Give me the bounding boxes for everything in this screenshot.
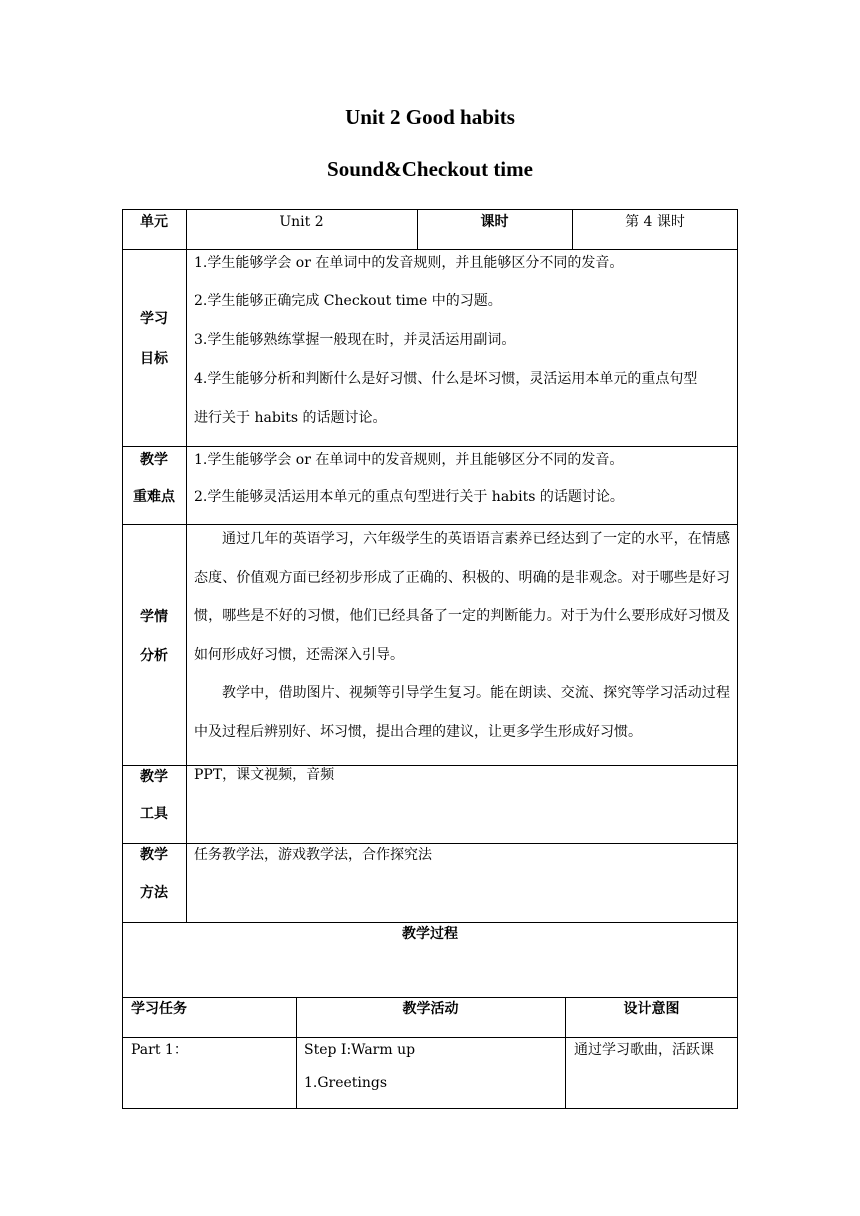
document-title: Unit 2 Good habits (345, 105, 515, 129)
analysis-label: 分析 (140, 648, 168, 664)
methods-label: 教学 (140, 847, 168, 863)
unit-value: Unit 2 (279, 214, 324, 230)
analysis-label: 学情 (140, 609, 168, 625)
activity-column-header: 教学活动 (402, 1001, 459, 1017)
row-divider (122, 765, 738, 766)
document-subtitle: Sound&Checkout time (327, 157, 533, 181)
task-column-header: 学习任务 (131, 1001, 187, 1017)
key-points-label: 教学 (140, 452, 168, 468)
analysis-paragraph: 教学中，借助图片、视频等引导学生复习。能在朗读、交流、探究等学习活动过程中及过程后辨别好、坏习惯，提出合理的建议，让更多学生形成好习惯。 (194, 685, 730, 740)
analysis-paragraph: 通过几年的英语学习，六年级学生的英语语言素养已经达到了一定的水平，在情感态度、价值观方面已经初步形成了正确的、积极的、明确的是非观念。对于哪些是好习惯，哪些是不好的习惯，他们已经具备了一定的判断能力。对于为什么要形成好习惯及如何形成好习惯，还需深入引导。 (194, 531, 730, 663)
period-label: 课时 (480, 214, 509, 230)
row-divider (122, 843, 738, 844)
row-divider (122, 249, 738, 250)
tools-label: 教学 (140, 769, 168, 785)
key-point-item: 2.学生能够灵活运用本单元的重点句型进行关于 habits 的话题讨论。 (194, 489, 624, 505)
methods-value: 任务教学法，游戏教学法，合作探究法 (194, 847, 432, 863)
key-points-label: 重难点 (133, 489, 175, 505)
goal-item: 2.学生能够正确完成 Checkout time 中的习题。 (194, 293, 502, 309)
methods-label: 方法 (140, 885, 168, 901)
task-cell: Part 1： (131, 1042, 188, 1058)
column-divider (186, 209, 187, 922)
activity-cell: 1.Greetings (304, 1075, 388, 1091)
row-divider (122, 1037, 738, 1038)
period-value: 第 4 课时 (625, 214, 685, 230)
tools-value: PPT，课文视频，音频 (194, 767, 335, 783)
row-divider (122, 922, 738, 923)
row-divider (122, 997, 738, 998)
goal-item: 进行关于 habits 的话题讨论。 (194, 410, 387, 426)
activity-cell: Step I:Warm up (304, 1042, 416, 1058)
tools-label: 工具 (140, 806, 168, 822)
unit-label: 单元 (140, 214, 168, 230)
goal-item: 4.学生能够分析和判断什么是好习惯、什么是坏习惯，灵活运用本单元的重点句型 (194, 371, 698, 387)
goals-label: 目标 (140, 351, 168, 367)
analysis-text (194, 520, 730, 751)
key-point-item: 1.学生能够学会 or 在单词中的发音规则，并且能够区分不同的发音。 (194, 452, 624, 468)
process-heading: 教学过程 (402, 926, 458, 942)
goal-item: 1.学生能够学会 or 在单词中的发音规则，并且能够区分不同的发音。 (194, 255, 624, 271)
goal-item: 3.学生能够熟练掌握一般现在时，并灵活运用副词。 (194, 332, 516, 348)
row-divider (122, 446, 738, 447)
intent-column-header: 设计意图 (623, 1001, 680, 1017)
intent-cell: 通过学习歌曲，活跃课 (574, 1042, 714, 1058)
goals-label: 学习 (140, 311, 168, 327)
